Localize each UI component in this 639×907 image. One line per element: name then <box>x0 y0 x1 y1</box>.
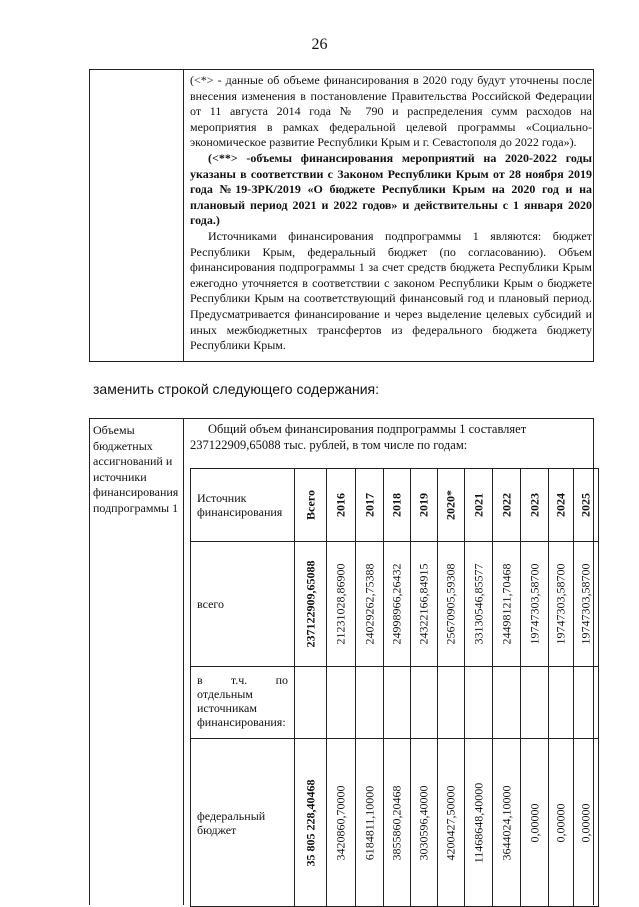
empty-cell <box>438 667 465 739</box>
cell-year <box>574 542 599 667</box>
cell-value: 24998966,26432 <box>389 563 404 645</box>
financing-summary <box>190 422 590 453</box>
cell-value: 25670905,59308 <box>443 563 458 645</box>
header-year-label: 2024 <box>553 493 568 517</box>
cell-value: 3644024,10000 <box>499 785 513 860</box>
cell-value: 4200427,50000 <box>443 785 458 860</box>
cell-value: 19747303,58700 <box>553 563 568 645</box>
cell-value: 3855860,20468 <box>389 785 404 860</box>
cell-total <box>295 542 327 667</box>
cell-value: 3030596,40000 <box>416 785 431 860</box>
cell-year <box>327 542 356 667</box>
cell-year <box>327 739 356 907</box>
cell-value: 3420860,70000 <box>333 785 348 860</box>
empty-cell <box>493 667 521 739</box>
cell-value: 33130546,85577 <box>471 563 485 645</box>
total-row <box>191 542 599 667</box>
cell-value: 24498121,70468 <box>499 563 513 645</box>
cell-year <box>574 739 599 907</box>
empty-cell <box>574 667 599 739</box>
row-label-total: всего <box>191 542 295 667</box>
column-divider <box>183 419 184 905</box>
cell-year <box>493 739 521 907</box>
summary-line-1: Общий объем финансирования подпрограммы 1 составляет <box>208 422 527 436</box>
header-year <box>549 469 574 542</box>
new-text-table <box>89 418 594 905</box>
empty-cell <box>384 667 411 739</box>
summary-line-2: 237122909,65088 тыс. рублей, в том числе по годам: <box>190 437 468 452</box>
cell-value: 35 805 228,40468 <box>303 779 317 866</box>
cell-value: 21231028,86900 <box>333 563 348 645</box>
header-year <box>521 469 549 542</box>
cell-year <box>465 542 493 667</box>
cell-year <box>549 542 574 667</box>
federal-budget-row <box>191 739 599 907</box>
empty-cell <box>356 667 384 739</box>
cell-value: 0,00000 <box>578 803 593 842</box>
sources-subheader-row <box>191 667 599 739</box>
cell-value: 24029262,75388 <box>362 563 376 645</box>
cell-value: 237122909,65088 <box>303 560 317 648</box>
header-total-label: Всего <box>303 490 317 520</box>
column-divider <box>183 70 184 361</box>
header-year <box>438 469 465 542</box>
header-year-label: 2018 <box>389 493 404 517</box>
note-single-star: (<*> - данные об объеме финансирования в 2020 году будут уточнены после внесения изменения в постановление Правительства Российской Федерации от 11 августа 2014 года № 790 и распределения сумм расходов на мероприятия в рамках федеральной целевой программы «Социально-экономическое развитие Республики Крым и г. Севастополя до 2022 года»). <box>190 73 592 150</box>
cell-year <box>438 542 465 667</box>
header-year <box>356 469 384 542</box>
header-year-label: 2023 <box>527 493 541 517</box>
row-label-by-sources: в т.ч. по отдельным источникам финансирования: <box>191 667 295 739</box>
note-double-star: (<**> -объемы финансирования мероприятий на 2020-2022 годы указаны в соответствии с Законом Республики Крым от 28 ноября 2019 года №19-ЗРК/2019 «О бюджете Республики Крым на 2020 год и на плановый период 2021 и 2022 годов» и действительны с 1 января 2020 года.) <box>190 150 592 228</box>
previous-text-table <box>89 69 594 362</box>
cell-year <box>411 739 438 907</box>
header-year <box>327 469 356 542</box>
header-year-label: 2020* <box>443 490 458 520</box>
header-year <box>411 469 438 542</box>
cell-year <box>493 542 521 667</box>
empty-cell <box>521 667 549 739</box>
empty-cell <box>411 667 438 739</box>
cell-year <box>384 739 411 907</box>
cell-year <box>465 739 493 907</box>
cell-year <box>384 542 411 667</box>
header-year-label: 2021 <box>471 493 485 517</box>
cell-year <box>411 542 438 667</box>
header-year-label: 2017 <box>362 493 376 517</box>
empty-cell <box>549 667 574 739</box>
cell-year <box>521 739 549 907</box>
cell-year <box>356 739 384 907</box>
cell-value: 24322166,84915 <box>416 563 431 645</box>
cell-year <box>521 542 549 667</box>
header-year-label: 2016 <box>333 493 348 517</box>
cell-year <box>356 542 384 667</box>
financing-notes <box>190 73 592 354</box>
header-year <box>465 469 493 542</box>
cell-total <box>295 739 327 907</box>
cell-year <box>549 739 574 907</box>
cell-value: 11468648,40000 <box>471 782 485 863</box>
cell-value: 19747303,58700 <box>527 563 541 645</box>
header-year-label: 2019 <box>416 493 431 517</box>
financing-by-year-table <box>190 468 599 907</box>
header-year <box>493 469 521 542</box>
row-label-federal: федеральный бюджет <box>191 739 295 907</box>
header-source: Источник финансирования <box>191 469 295 542</box>
cell-value: 0,00000 <box>527 803 541 842</box>
header-row <box>191 469 599 542</box>
header-total <box>295 469 327 542</box>
header-year <box>574 469 599 542</box>
header-year <box>384 469 411 542</box>
empty-cell <box>327 667 356 739</box>
cell-year <box>438 739 465 907</box>
header-year-label: 2025 <box>578 493 593 517</box>
financing-sources-paragraph: Источниками финансирования подпрограммы 1 являются: бюджет Республики Крым, федеральный бюджет (по согласованию). Объем финансирования подпрограммы 1 за счет средств бюджета Республики Крым ежегодно уточняется в соответствии с законом Республики Крым о бюджете Республики Крым на соответствующий финансовый год и плановый период. Предусматривается финансирование и через выделение целевых субсидий и иных межбюджетных трансфертов из федерального бюджета бюджету Республики Крым. <box>190 228 592 353</box>
cell-value: 19747303,58700 <box>578 563 593 645</box>
empty-cell <box>295 667 327 739</box>
header-year-label: 2022 <box>499 493 513 517</box>
cell-value: 6184811,10000 <box>362 785 376 860</box>
page-number: 26 <box>311 36 328 53</box>
replace-instruction: заменить строкой следующего содержания: <box>93 381 380 397</box>
empty-cell <box>465 667 493 739</box>
row-label: Объемы бюджетных ассигнований и источники финансирования подпрограммы 1 <box>93 423 179 515</box>
cell-value: 0,00000 <box>553 803 568 842</box>
